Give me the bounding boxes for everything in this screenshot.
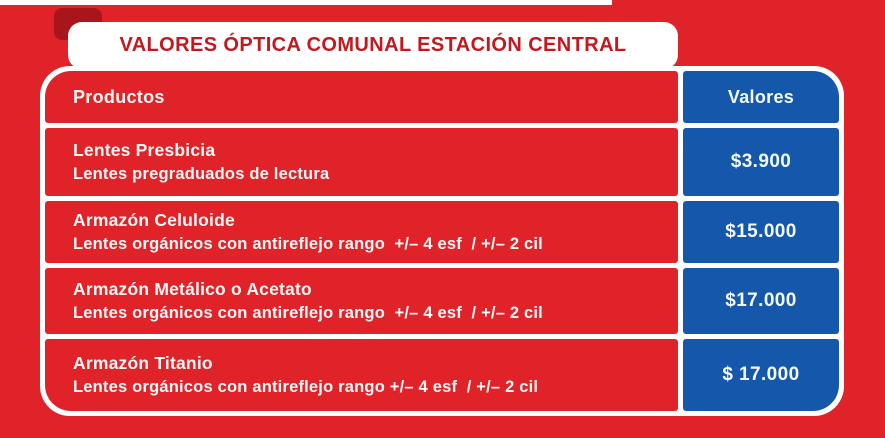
value-cell xyxy=(683,339,839,411)
values-header-label: Valores xyxy=(727,86,795,107)
product-cell xyxy=(45,128,678,196)
product-description: Lentes orgánicos con antireflejo rango +/– 4 esf / +/– 2 cil xyxy=(73,377,539,396)
price-value: $3.900 xyxy=(730,151,792,172)
table-row xyxy=(45,268,839,334)
page-title: VALORES ÓPTICA COMUNAL ESTACIÓN CENTRAL xyxy=(119,34,627,56)
product-name: Armazón Celuloide xyxy=(73,210,235,231)
product-cell xyxy=(45,339,678,411)
price-value: $ 17.000 xyxy=(722,364,800,385)
product-cell xyxy=(45,201,678,263)
product-name: Armazón Titanio xyxy=(73,353,213,374)
title-banner xyxy=(68,22,678,69)
product-name: Lentes Presbicia xyxy=(73,140,216,161)
product-description: Lentes pregraduados de lectura xyxy=(73,164,330,183)
product-name: Armazón Metálico o Acetato xyxy=(73,279,312,300)
product-cell xyxy=(45,268,678,334)
products-header-label: Productos xyxy=(73,86,165,107)
value-cell xyxy=(683,268,839,334)
table-row xyxy=(45,128,839,196)
top-white-strip xyxy=(0,0,612,5)
product-description: Lentes orgánicos con antireflejo rango +/– 4 esf / +/– 2 cil xyxy=(73,234,543,253)
price-table xyxy=(40,66,844,416)
table-header-row xyxy=(45,71,839,123)
header-products-cell xyxy=(45,71,678,123)
value-cell xyxy=(683,128,839,196)
price-value: $17.000 xyxy=(725,290,797,311)
table-row xyxy=(45,339,839,411)
table-row xyxy=(45,201,839,263)
value-cell xyxy=(683,201,839,263)
header-values-cell xyxy=(683,71,839,123)
price-value: $15.000 xyxy=(725,221,797,242)
product-description: Lentes orgánicos con antireflejo rango +/– 4 esf / +/– 2 cil xyxy=(73,303,543,322)
